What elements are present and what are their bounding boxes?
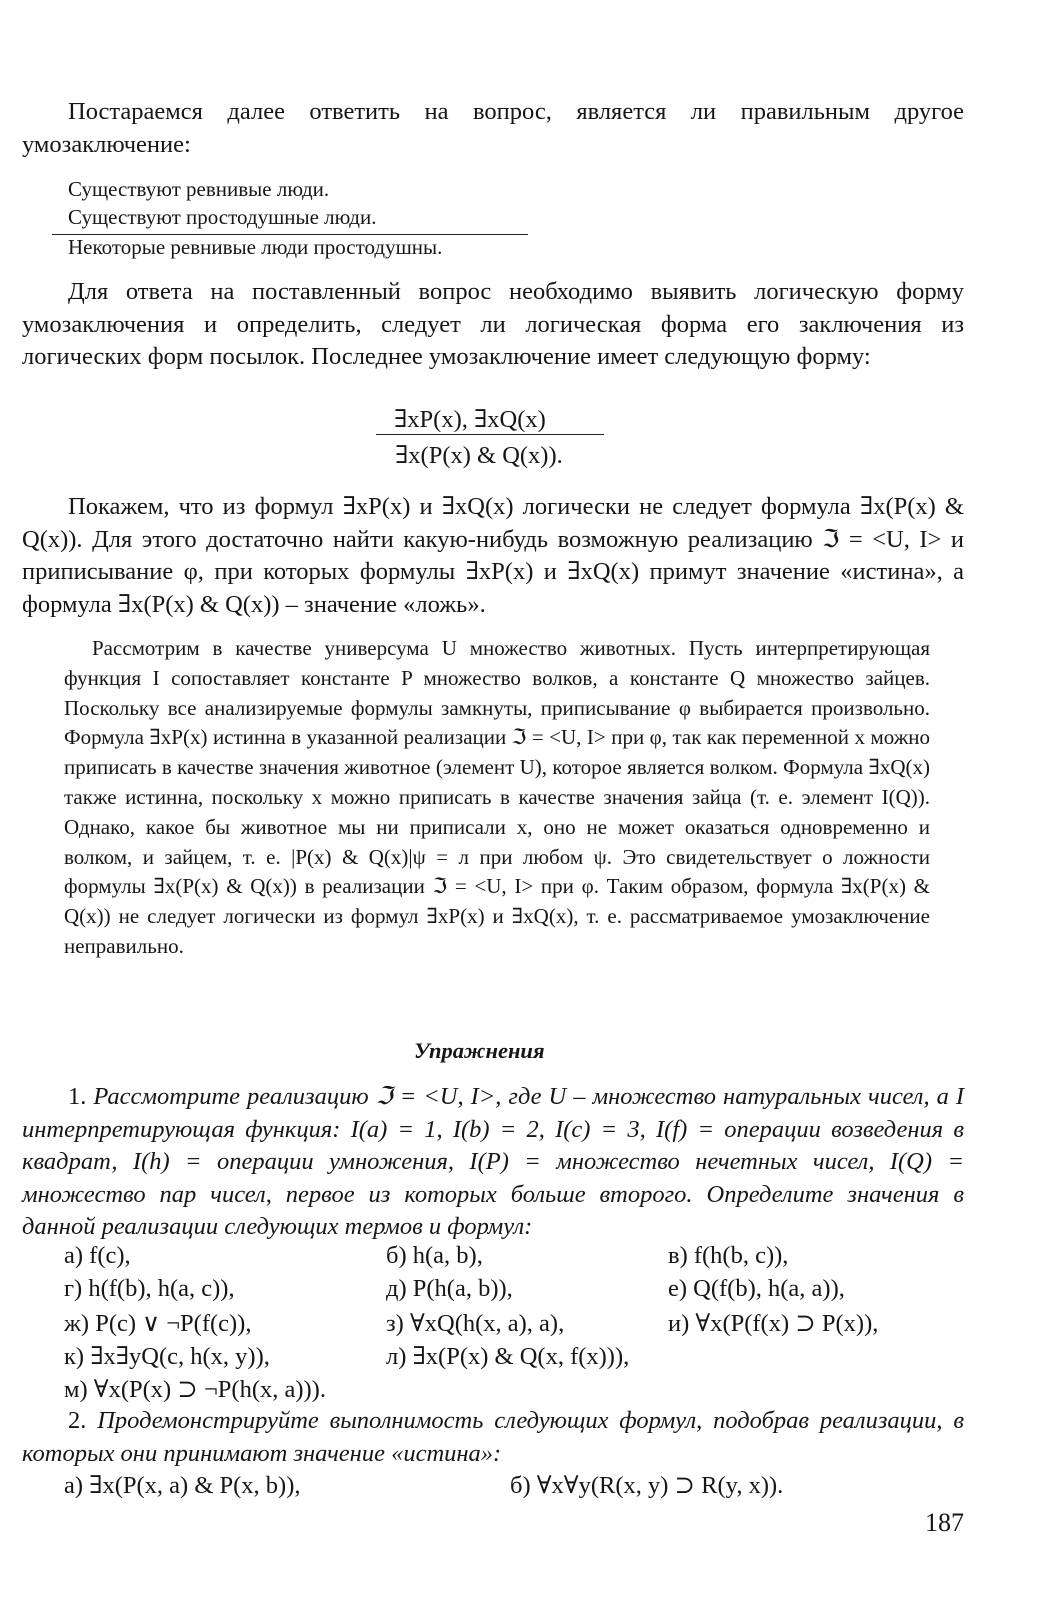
exercise-1-item-d: д) P(h(a, b)),	[386, 1275, 513, 1302]
exercise-2-text	[22, 1405, 964, 1470]
exercise-1-item-k: к) ∃x∃yQ(c, h(x, y)),	[64, 1343, 270, 1370]
exercise-1-task: Рассмотрите реализацию ℑ = <U, I>, где U – множество натуральных чисел, а I интерпретирующая функция: I(a) = 1, I(b) = 2, I(c) = 3, I(f) = операции возведения в квадрат, I(h) = операции умножения, I(P) = множество нечетных чисел, I(Q) = множество пар чисел, первое из которых больше второго. Определите значения в данной реализации следующих термов и формул:	[22, 1083, 964, 1240]
exercise-1-item-a: а) f(c),	[64, 1242, 131, 1269]
example-paragraph: Рассмотрим в качестве универсума U множество животных. Пусть интерпретирующая функция I сопоставляет константе P множество волков, а константе Q множество зайцев. Поскольку все анализируемые формулы замкнуты, приписывание φ выбирается произвольно. Формула ∃xP(x) истинна в указанной реализации ℑ = <U, I> при φ, так как переменной x можно приписать в качестве значения животное (элемент U), которое является волком. Формула ∃xQ(x) также истинна, поскольку x можно приписать в качестве значения зайца (т. е. элемент I(Q)). Однако, какое бы животное мы ни приписали x, оно не может оказаться одновременно и волком, и зайцем, т. е. |P(x) & Q(x)|ψ = л при любом ψ. Это свидетельствует о ложности формулы ∃x(P(x) & Q(x)) в реализации ℑ = <U, I> при φ. Таким образом, формула ∃x(P(x) & Q(x)) не следует логически из формул ∃xP(x) и ∃xQ(x), т. е. рассматриваемое умозаключение неправильно.	[64, 636, 930, 958]
intro-paragraph: Постараемся далее ответить на вопрос, является ли правильным другое умозаключение:	[22, 98, 964, 158]
exercise-1-item-m: м) ∀x(P(x) ⊃ ¬P(h(x, a))).	[64, 1376, 326, 1403]
exercise-1-item-g: г) h(f(b), h(a, c)),	[64, 1275, 235, 1302]
exercise-2-item-a: а) ∃x(P(x, a) & P(x, b)),	[64, 1472, 301, 1499]
exercise-1-item-i: и) ∀x(P(f(x) ⊃ P(x)),	[668, 1310, 879, 1337]
paragraph-3: Покажем, что из формул ∃xP(x) и ∃xQ(x) логически не следует формула ∃x(P(x) & Q(x)). Для этого достаточно найти какую-нибудь возможную реализацию ℑ = <U, I> и приписывание φ, при которых формулы ∃xP(x) и ∃xQ(x) примут значение «истина», а формула ∃x(P(x) & Q(x)) – значение «ложь».	[22, 493, 964, 618]
page-number: 187	[925, 1508, 964, 1537]
premise-2: Существуют простодушные люди.	[68, 205, 377, 229]
exercise-2-task: Продемонстрируйте выполнимость следующих формул, подобрав реализации, в которых они принимают значение «истина»:	[22, 1407, 965, 1467]
exercise-1-item-b: б) h(a, b),	[386, 1242, 483, 1269]
exercise-1-item-v: в) f(h(b, c)),	[668, 1242, 789, 1269]
exercise-1-number: 1.	[68, 1083, 87, 1110]
formula-rule	[376, 434, 604, 435]
exercise-1-item-z: з) ∀xQ(h(x, a), a),	[386, 1310, 565, 1337]
formula-conclusion: ∃x(P(x) & Q(x)).	[395, 442, 563, 469]
exercise-2-number: 2.	[68, 1407, 87, 1434]
premise-1: Существуют ревнивые люди.	[68, 177, 330, 201]
exercise-1-text	[22, 1081, 964, 1244]
paragraph-2: Для ответа на поставленный вопрос необходимо выявить логическую форму умозаключения и определить, следует ли логическая форма его заключения из логических форм посылок. Последнее умозаключение имеет следующую форму:	[22, 278, 964, 370]
formula-premises: ∃xP(x), ∃xQ(x)	[394, 406, 546, 433]
exercise-2-item-b: б) ∀x∀y(R(x, y) ⊃ R(y, x)).	[510, 1472, 784, 1499]
exercises-heading: Упражнения	[414, 1038, 545, 1063]
exercise-1-item-l: л) ∃x(P(x) & Q(x, f(x))),	[386, 1343, 630, 1370]
conclusion: Некоторые ревнивые люди простодушны.	[68, 235, 443, 259]
exercise-1-item-e: е) Q(f(b), h(a, a)),	[668, 1275, 845, 1302]
exercise-1-item-zh: ж) P(c) ∨ ¬P(f(c)),	[64, 1310, 252, 1337]
